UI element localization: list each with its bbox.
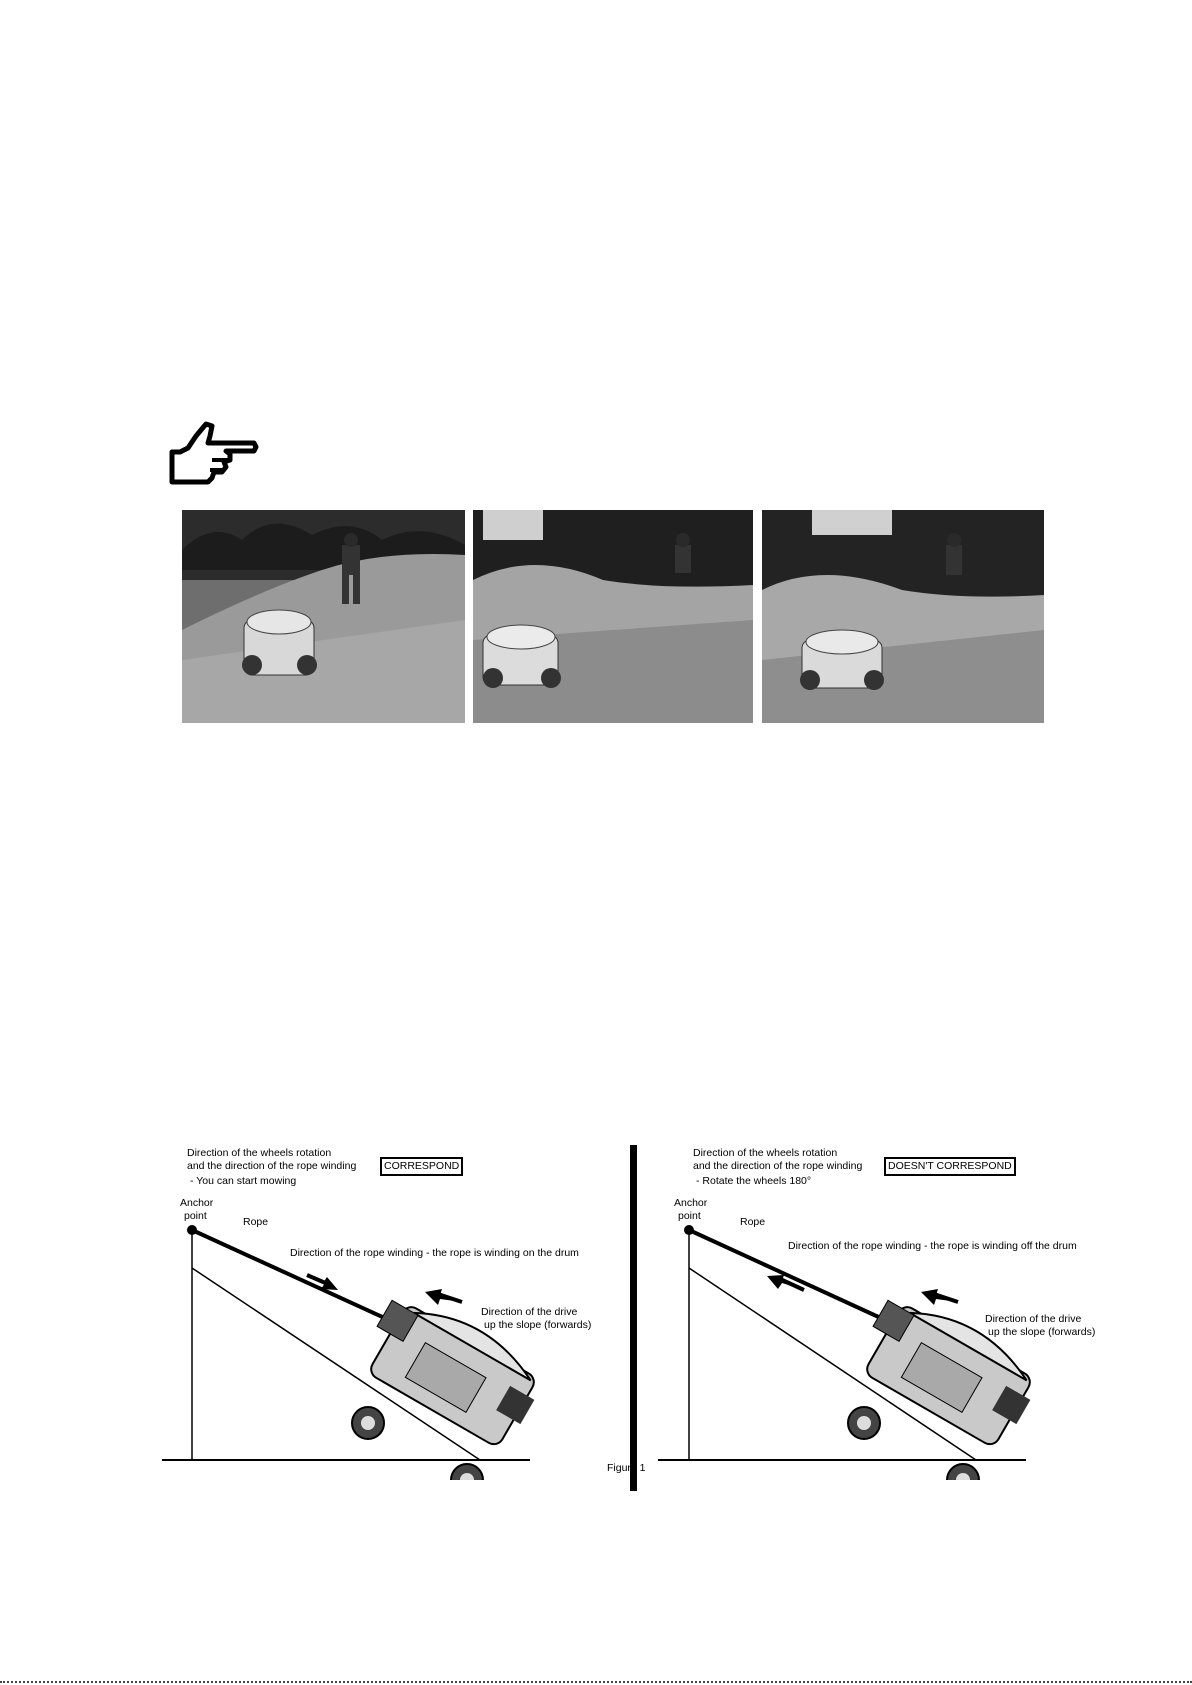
title-line-2: and the direction of the rope winding — [187, 1160, 357, 1172]
figure-divider — [630, 1145, 637, 1491]
winding-label: Direction of the rope winding - the rope is winding on the drum — [290, 1247, 579, 1259]
page-bottom-border — [0, 1681, 1192, 1683]
drive-label-1: Direction of the drive — [985, 1313, 1082, 1325]
winding-label: Direction of the rope winding - the rope is winding off the drum — [788, 1240, 1077, 1252]
anchor-label-2: point — [184, 1210, 207, 1222]
rope-label: Rope — [740, 1216, 766, 1228]
hand-pointing-right-icon — [168, 420, 260, 490]
photo-mower-on-slope-1 — [182, 510, 465, 723]
figure-caption: Figure 1 — [607, 1462, 646, 1474]
diagram-doesnt-correspond — [656, 1140, 1176, 1480]
anchor-label-1: Anchor — [180, 1197, 214, 1209]
drive-label-2: up the slope (forwards) — [484, 1319, 592, 1331]
status-badge: CORRESPOND — [380, 1157, 463, 1176]
photo-mower-on-slope-2 — [473, 510, 753, 723]
anchor-label-1: Anchor — [674, 1197, 708, 1209]
title-line-1: Direction of the wheels rotation — [693, 1147, 838, 1159]
diagram-correspond — [150, 1140, 670, 1480]
drive-label-1: Direction of the drive — [481, 1306, 578, 1318]
rope-label: Rope — [243, 1216, 269, 1228]
status-badge: DOESN'T CORRESPOND — [884, 1157, 1016, 1176]
photo-mower-on-slope-3 — [762, 510, 1044, 723]
title-line-2: and the direction of the rope winding — [693, 1160, 863, 1172]
instruction-text: - You can start mowing — [190, 1175, 297, 1187]
drive-label-2: up the slope (forwards) — [988, 1326, 1096, 1338]
title-line-1: Direction of the wheels rotation — [187, 1147, 332, 1159]
instruction-text: - Rotate the wheels 180° — [696, 1175, 812, 1187]
anchor-label-2: point — [678, 1210, 701, 1222]
